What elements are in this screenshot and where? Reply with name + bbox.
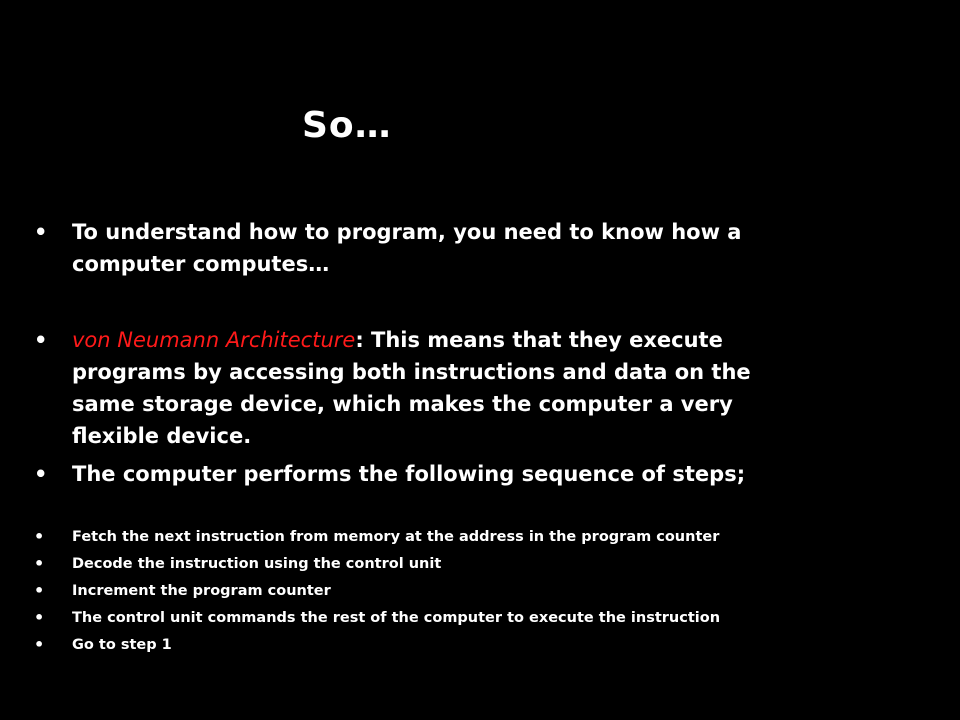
- von-neumann-highlight: von Neumann Architecture: [72, 328, 356, 352]
- step-text: Fetch the next instruction from memory at the address in the program counter: [72, 529, 720, 545]
- bullet-marker: •: [34, 527, 45, 546]
- bullet-text: The computer performs the following sequence of steps;: [72, 462, 746, 486]
- bullet-text: To understand how to program, you need to know how a computer computes…: [72, 220, 742, 276]
- bullet-marker: •: [34, 220, 48, 244]
- von-neumann-description: : This means that they execute programs by accessing both instructions and data on the same storage device, which makes the computer a very flexible device.: [72, 328, 751, 448]
- step-text: The control unit commands the rest of the computer to execute the instruction: [72, 610, 721, 626]
- step-text: Go to step 1: [72, 637, 172, 653]
- step-text: Increment the program counter: [72, 583, 331, 599]
- bullet-marker: •: [34, 554, 45, 573]
- slide-title: So…: [302, 105, 392, 146]
- bullet-text: [72, 324, 792, 452]
- bullet-marker: •: [34, 462, 48, 486]
- bullet-marker: •: [34, 635, 45, 654]
- bullet-marker: •: [34, 328, 48, 352]
- bullet-marker: •: [34, 581, 45, 600]
- bullet-marker: •: [34, 608, 45, 627]
- step-text: Decode the instruction using the control unit: [72, 556, 442, 572]
